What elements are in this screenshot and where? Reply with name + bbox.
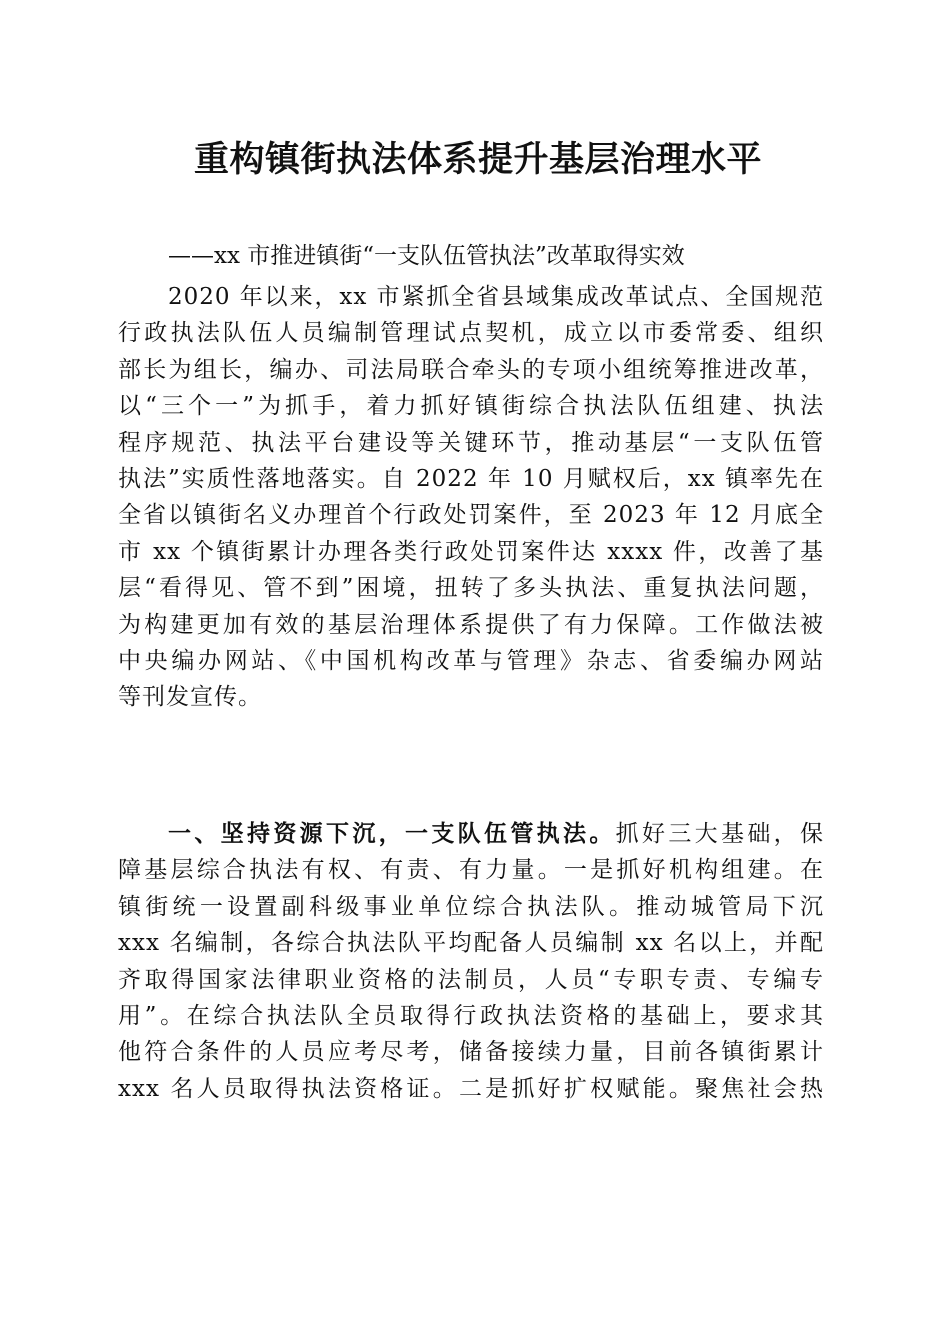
text-line: 为构建更加有效的基层治理体系提供了有力保障。工作做法被 <box>118 611 824 638</box>
text-line: 齐取得国家法律职业资格的法制员，人员“专职专责、专编专 <box>118 966 824 993</box>
text-line: 市 xx 个镇街累计办理各类行政处罚案件达 xxxx 件，改善了基 <box>118 538 824 565</box>
text-line: 障基层综合执法有权、有责、有力量。一是抓好机构组建。在 <box>118 857 824 884</box>
text-line: 等刊发宣传。 <box>118 684 262 711</box>
text-line: 执法”实质性落地落实。自 2022 年 10 月赋权后，xx 镇率先在 <box>118 465 824 492</box>
text-line: 以“三个一”为抓手，着力抓好镇街综合执法队伍组建、执法 <box>118 393 824 420</box>
text-line: 程序规范、执法平台建设等关键环节，推动基层“一支队伍管 <box>118 429 824 456</box>
text-line: 2020 年以来，xx 市紧抓全省县域集成改革试点、全国规范 <box>168 284 824 310</box>
paragraph-intro <box>118 279 824 716</box>
text-line: 部长为组长，编办、司法局联合牵头的专项小组统筹推进改革， <box>118 356 824 383</box>
text-line: 层“看得见、管不到”困境，扭转了多头执法、重复执法问题， <box>118 575 824 602</box>
section-heading: 一、坚持资源下沉，一支队伍管执法。 <box>168 821 616 847</box>
text-line: 行政执法队伍人员编制管理试点契机，成立以市委常委、组织 <box>118 320 824 347</box>
text-line: 全省以镇街名义办理首个行政处罚案件，至 2023 年 12 月底全 <box>118 502 824 529</box>
text-line: 镇街统一设置副科级事业单位综合执法队。推动城管局下沉 <box>118 893 824 920</box>
section-first-line-text: 抓好三大基础，保 <box>615 821 825 847</box>
text-line: 他符合条件的人员应考尽考，储备接续力量，目前各镇街累计 <box>118 1039 824 1066</box>
paragraph-section-1 <box>118 816 824 1107</box>
text-line: 用”。在综合执法队全员取得行政执法资格的基础上，要求其 <box>118 1002 824 1029</box>
text-line: xxx 名人员取得执法资格证。二是抓好扩权赋能。聚焦社会热 <box>118 1075 824 1102</box>
section-first-line <box>118 816 824 852</box>
document-subtitle: ——xx 市推进镇街“一支队伍管执法”改革取得实效 <box>168 243 685 269</box>
document-title: 重构镇街执法体系提升基层治理水平 <box>193 139 762 180</box>
text-line: 中央编办网站、《中国机构改革与管理》杂志、省委编办网站 <box>118 647 824 674</box>
text-line: xxx 名编制，各综合执法队平均配备人员编制 xx 名以上，并配 <box>118 930 824 957</box>
